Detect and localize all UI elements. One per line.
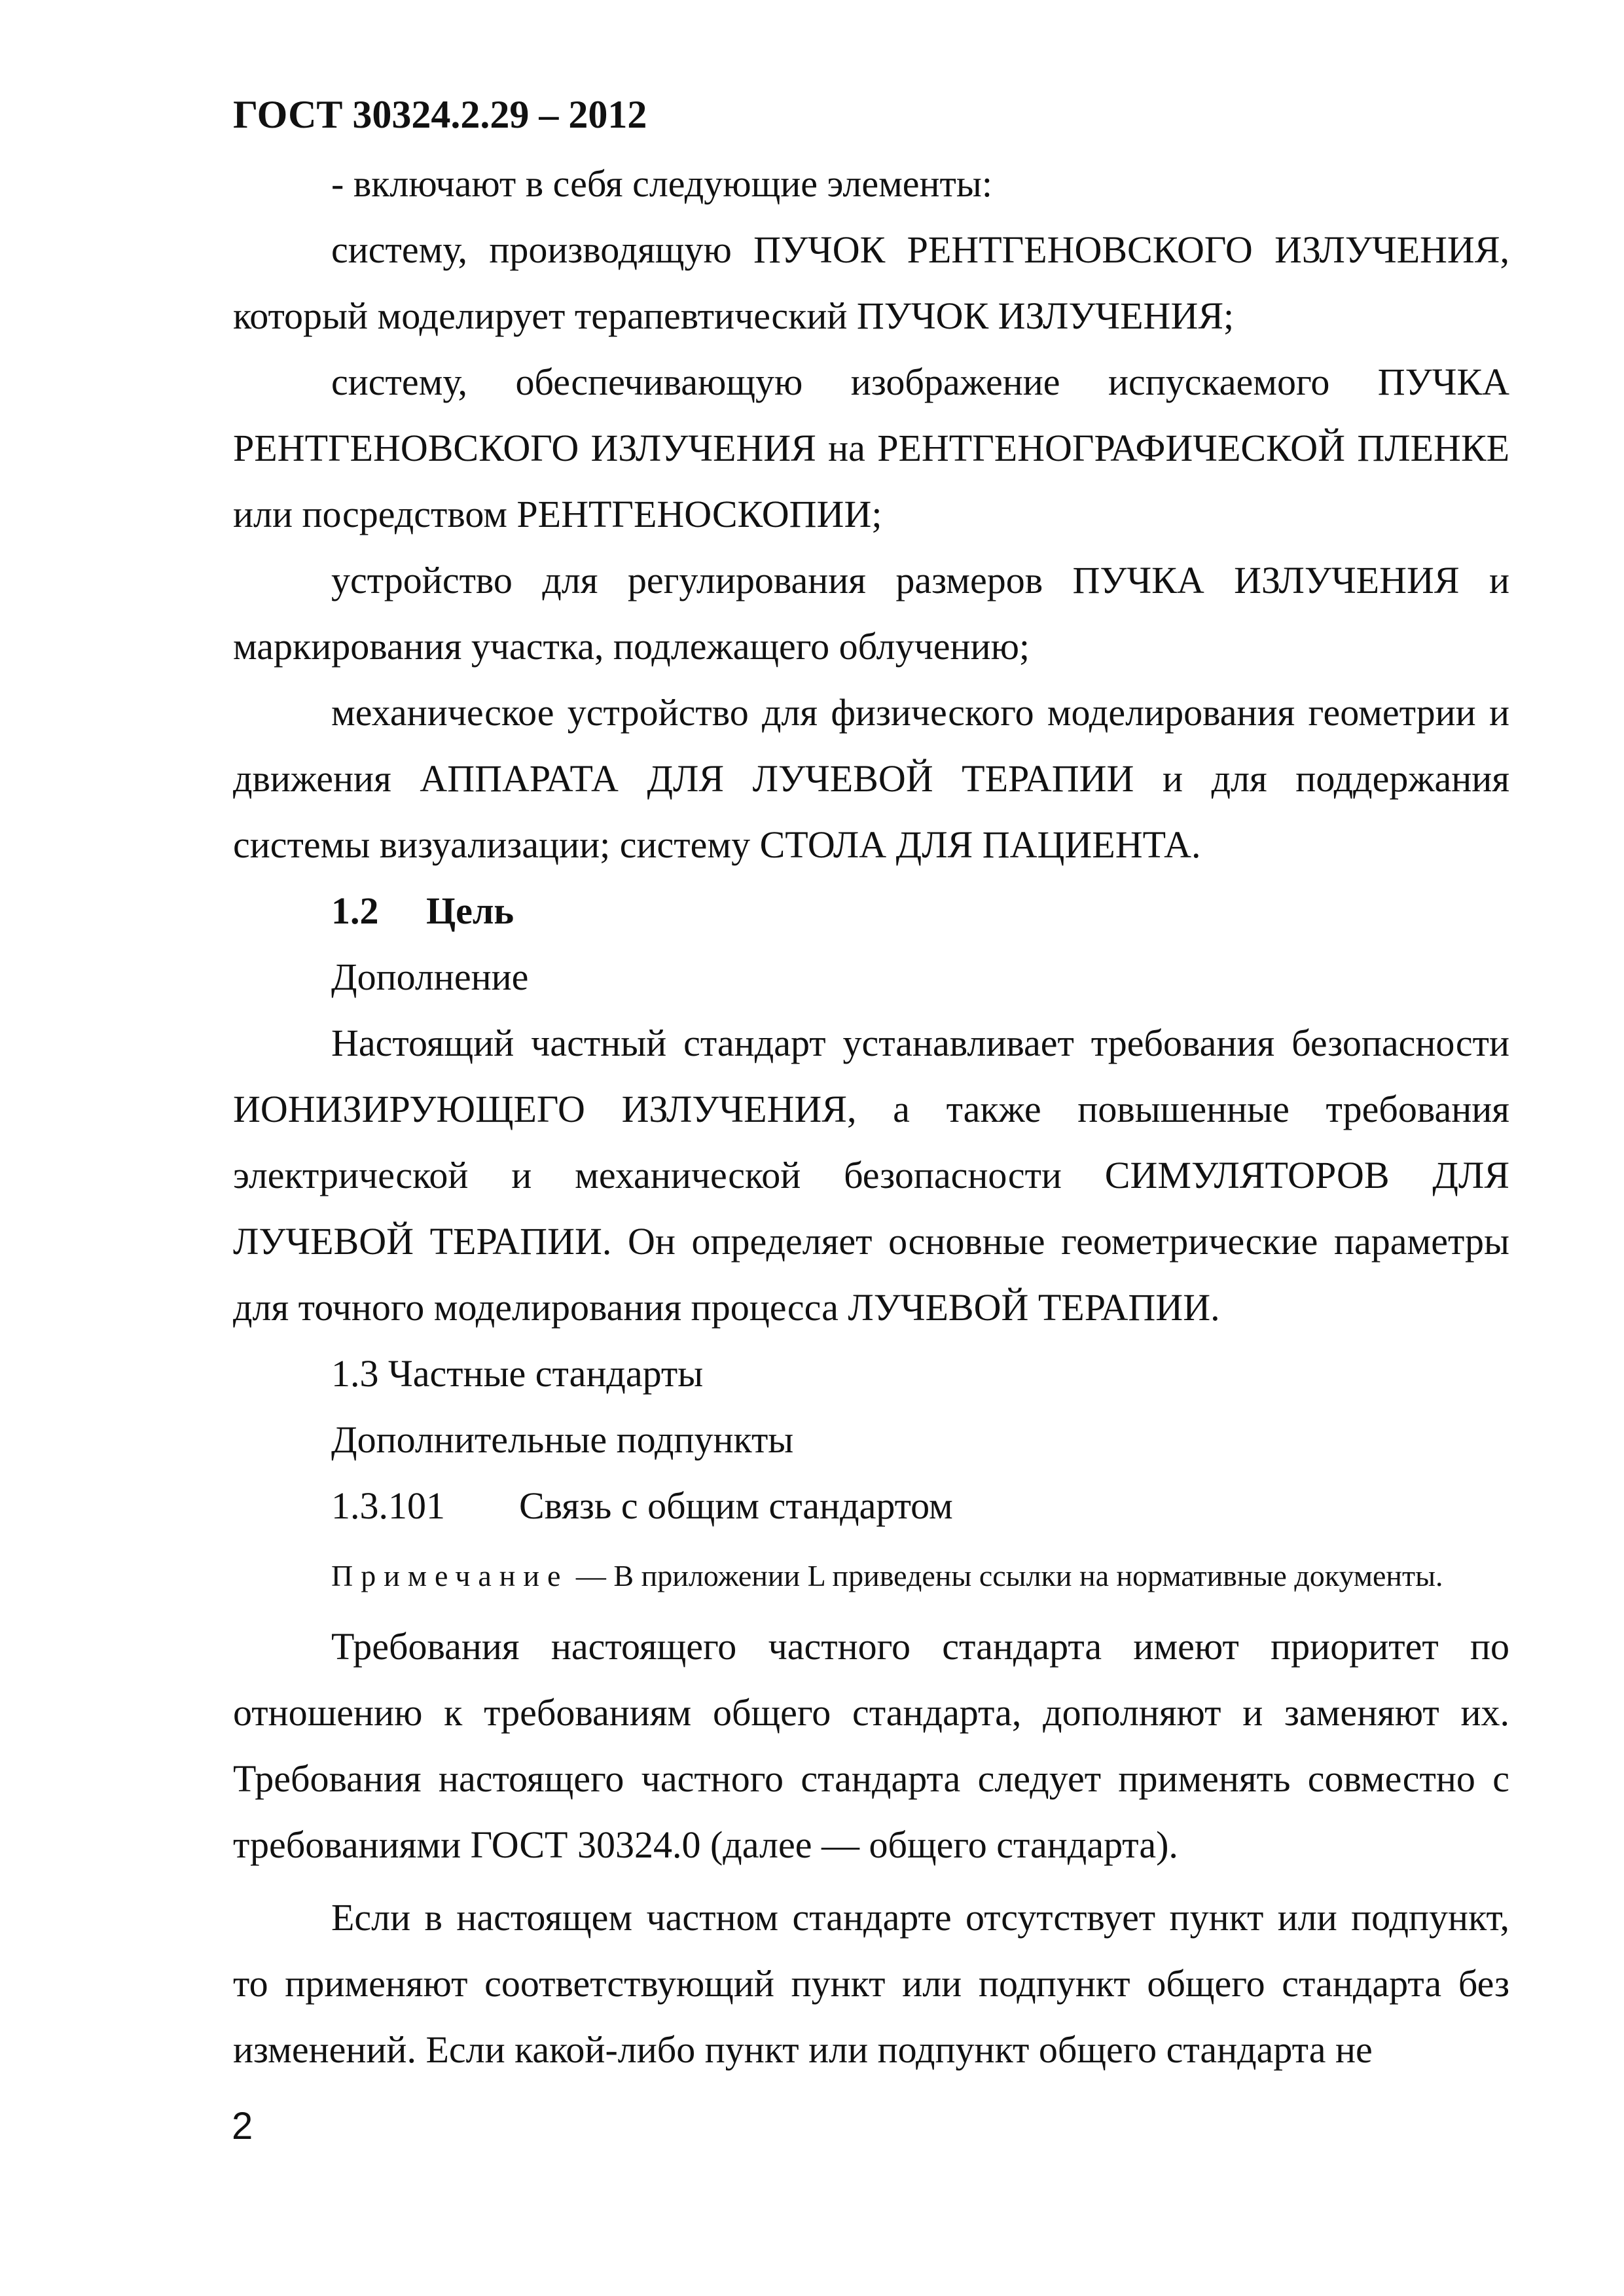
section-heading-1-3-101 [233, 1473, 1509, 1539]
note-text: — В приложении L приведены ссылки на нормативные документы. [568, 1559, 1443, 1592]
page-number: 2 [232, 2105, 253, 2147]
section-title: Связь с общим стандартом [519, 1484, 953, 1527]
note-label: Примечание [331, 1559, 569, 1592]
section-number: 1.3.101 [331, 1484, 445, 1527]
document-body [233, 151, 1509, 2083]
addition-label: Дополнение [331, 956, 529, 998]
paragraph-imaging-system: систему, обеспечивающую изображение испускаемого ПУЧКА РЕНТГЕНОВСКОГО ИЗЛУЧЕНИЯ на РЕНТГЕНОГРАФИЧЕСКОЙ ПЛЕНКЕ или посредством РЕНТГЕНОСКОПИИ; [233, 361, 1509, 535]
document-header: ГОСТ 30324.2.29 – 2012 [233, 93, 647, 136]
paragraph-priority: Требования настоящего частного стандарта имеют приоритет по отношению к требованиям общего стандарта, дополняют и заменяют их. Требования настоящего частного стандарта следует применять совместно с требованиями ГОСТ 30324.0 (далее — общего стандарта). [233, 1625, 1509, 1866]
section-heading-1-3: 1.3 Частные стандарты [331, 1352, 704, 1395]
paragraph-mechanical-device: механическое устройство для физического моделирования геометрии и движения АППАРАТА ДЛЯ ЛУЧЕВОЙ ТЕРАПИИ и для поддержания системы визуализации; систему СТОЛА ДЛЯ ПАЦИЕНТА. [233, 691, 1509, 866]
section-number: 1.2 [331, 889, 379, 932]
paragraph-intro: - включают в себя следующие элементы: [331, 162, 992, 205]
section-title: Цель [426, 889, 514, 932]
paragraph-xray-system: систему, производящую ПУЧОК РЕНТГЕНОВСКОГО ИЗЛУЧЕНИЯ, который моделирует терапевтический ПУЧОК ИЗЛУЧЕНИЯ; [233, 228, 1509, 337]
paragraph-beam-device: устройство для регулирования размеров ПУЧКА ИЗЛУЧЕНИЯ и маркирования участка, подлежащего облучению; [233, 559, 1509, 668]
paragraph-missing-clause: Если в настоящем частном стандарте отсутствует пункт или подпункт, то применяют соответствующий пункт или подпункт общего стандарта без изменений. Если какой-либо пункт или подпункт общего стандарта не [233, 1896, 1509, 2071]
paragraph-scope: Настоящий частный стандарт устанавливает требования безопасности ИОНИЗИРУЮЩЕГО ИЗЛУЧЕНИЯ, а также повышенные требования электрической и механической безопасности СИМУЛЯТОРОВ ДЛЯ ЛУЧЕВОЙ ТЕРАПИИ. Он определяет основные геометрические параметры для точного моделирования процесса ЛУЧЕВОЙ ТЕРАПИИ. [233, 1022, 1509, 1329]
section-heading-1-2 [233, 878, 1509, 944]
additional-subitems-label: Дополнительные подпункты [331, 1418, 794, 1461]
note [233, 1551, 1509, 1602]
